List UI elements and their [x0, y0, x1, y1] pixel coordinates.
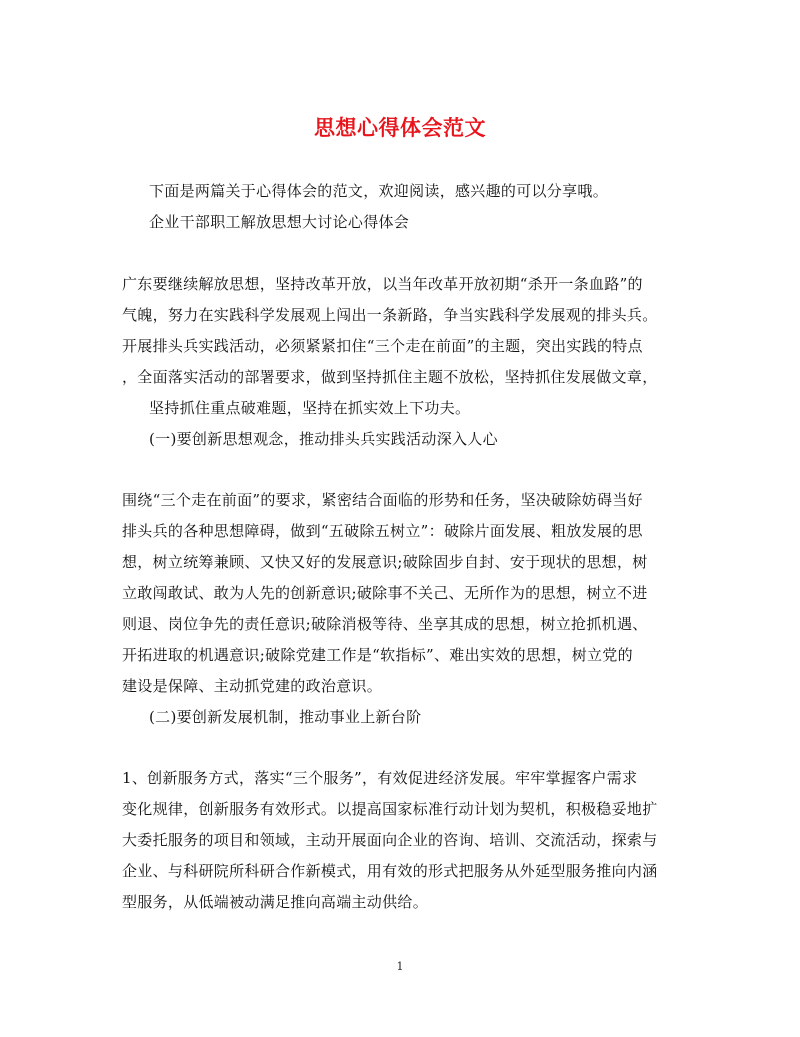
paragraph-line: 则退、岗位争先的责任意识;破除消极等待、坐享其成的思想，树立抢抓机遇、: [122, 615, 648, 633]
paragraph-line: 开展排头兵实践活动，必须紧紧扣住“三个走在前面”的主题，突出实践的特点: [122, 337, 643, 355]
paragraph-line: 坚持抓住重点破难题，坚持在抓实效上下功夫。: [149, 399, 471, 417]
paragraph-line: 型服务，从低端被动满足推向高端主动供给。: [122, 893, 429, 911]
paragraph-line: 想，树立统筹兼顾、又快又好的发展意识;破除固步自封、安于现状的思想，树: [122, 553, 648, 571]
paragraph-line: 1、创新服务方式，落实“三个服务”，有效促进经济发展。牢牢掌握客户需求: [122, 769, 638, 787]
paragraph-line: 建设是保障、主动抓党建的政治意识。: [122, 677, 383, 695]
intro-line: 下面是两篇关于心得体会的范文，欢迎阅读，感兴趣的可以分享哦。: [149, 182, 609, 200]
page-number: 1: [396, 960, 404, 973]
document-title: 思想心得体会范文: [314, 115, 486, 140]
paragraph-line: 大委托服务的项目和领域，主动开展面向企业的咨询、培训、交流活动，探索与: [122, 831, 658, 849]
section-heading: (二)要创新发展机制，推动事业上新台阶: [149, 708, 422, 726]
paragraph-line: ，全面落实活动的部署要求，做到坚持抓住主题不放松，坚持抓住发展做文章，: [122, 368, 658, 386]
paragraph-line: 变化规律，创新服务有效形式。以提高国家标准行动计划为契机，积极稳妥地扩: [122, 800, 658, 818]
paragraph-line: 立敢闯敢试、敢为人先的创新意识;破除事不关己、无所作为的思想，树立不进: [122, 584, 648, 602]
paragraph-line: 排头兵的各种思想障碍，做到“五破除五树立”：破除片面发展、粗放发展的思: [122, 522, 643, 540]
paragraph-line: 广东要继续解放思想，坚持改革开放，以当年改革开放初期“杀开一条血路”的: [122, 275, 643, 293]
subtitle-line: 企业干部职工解放思想大讨论心得体会: [149, 213, 410, 231]
section-heading: (一)要创新思想观念，推动排头兵实践活动深入人心: [149, 430, 498, 448]
paragraph-line: 围绕“三个走在前面”的要求，紧密结合面临的形势和任务，坚决破除妨碍当好: [122, 491, 643, 509]
paragraph-line: 气魄，努力在实践科学发展观上闯出一条新路，争当实践科学发展观的排头兵。: [122, 306, 658, 324]
paragraph-line: 企业、与科研院所科研合作新模式，用有效的形式把服务从外延型服务推向内涵: [122, 862, 658, 880]
paragraph-line: 开拓进取的机遇意识;破除党建工作是“软指标”、难出实效的思想，树立党的: [122, 646, 633, 664]
